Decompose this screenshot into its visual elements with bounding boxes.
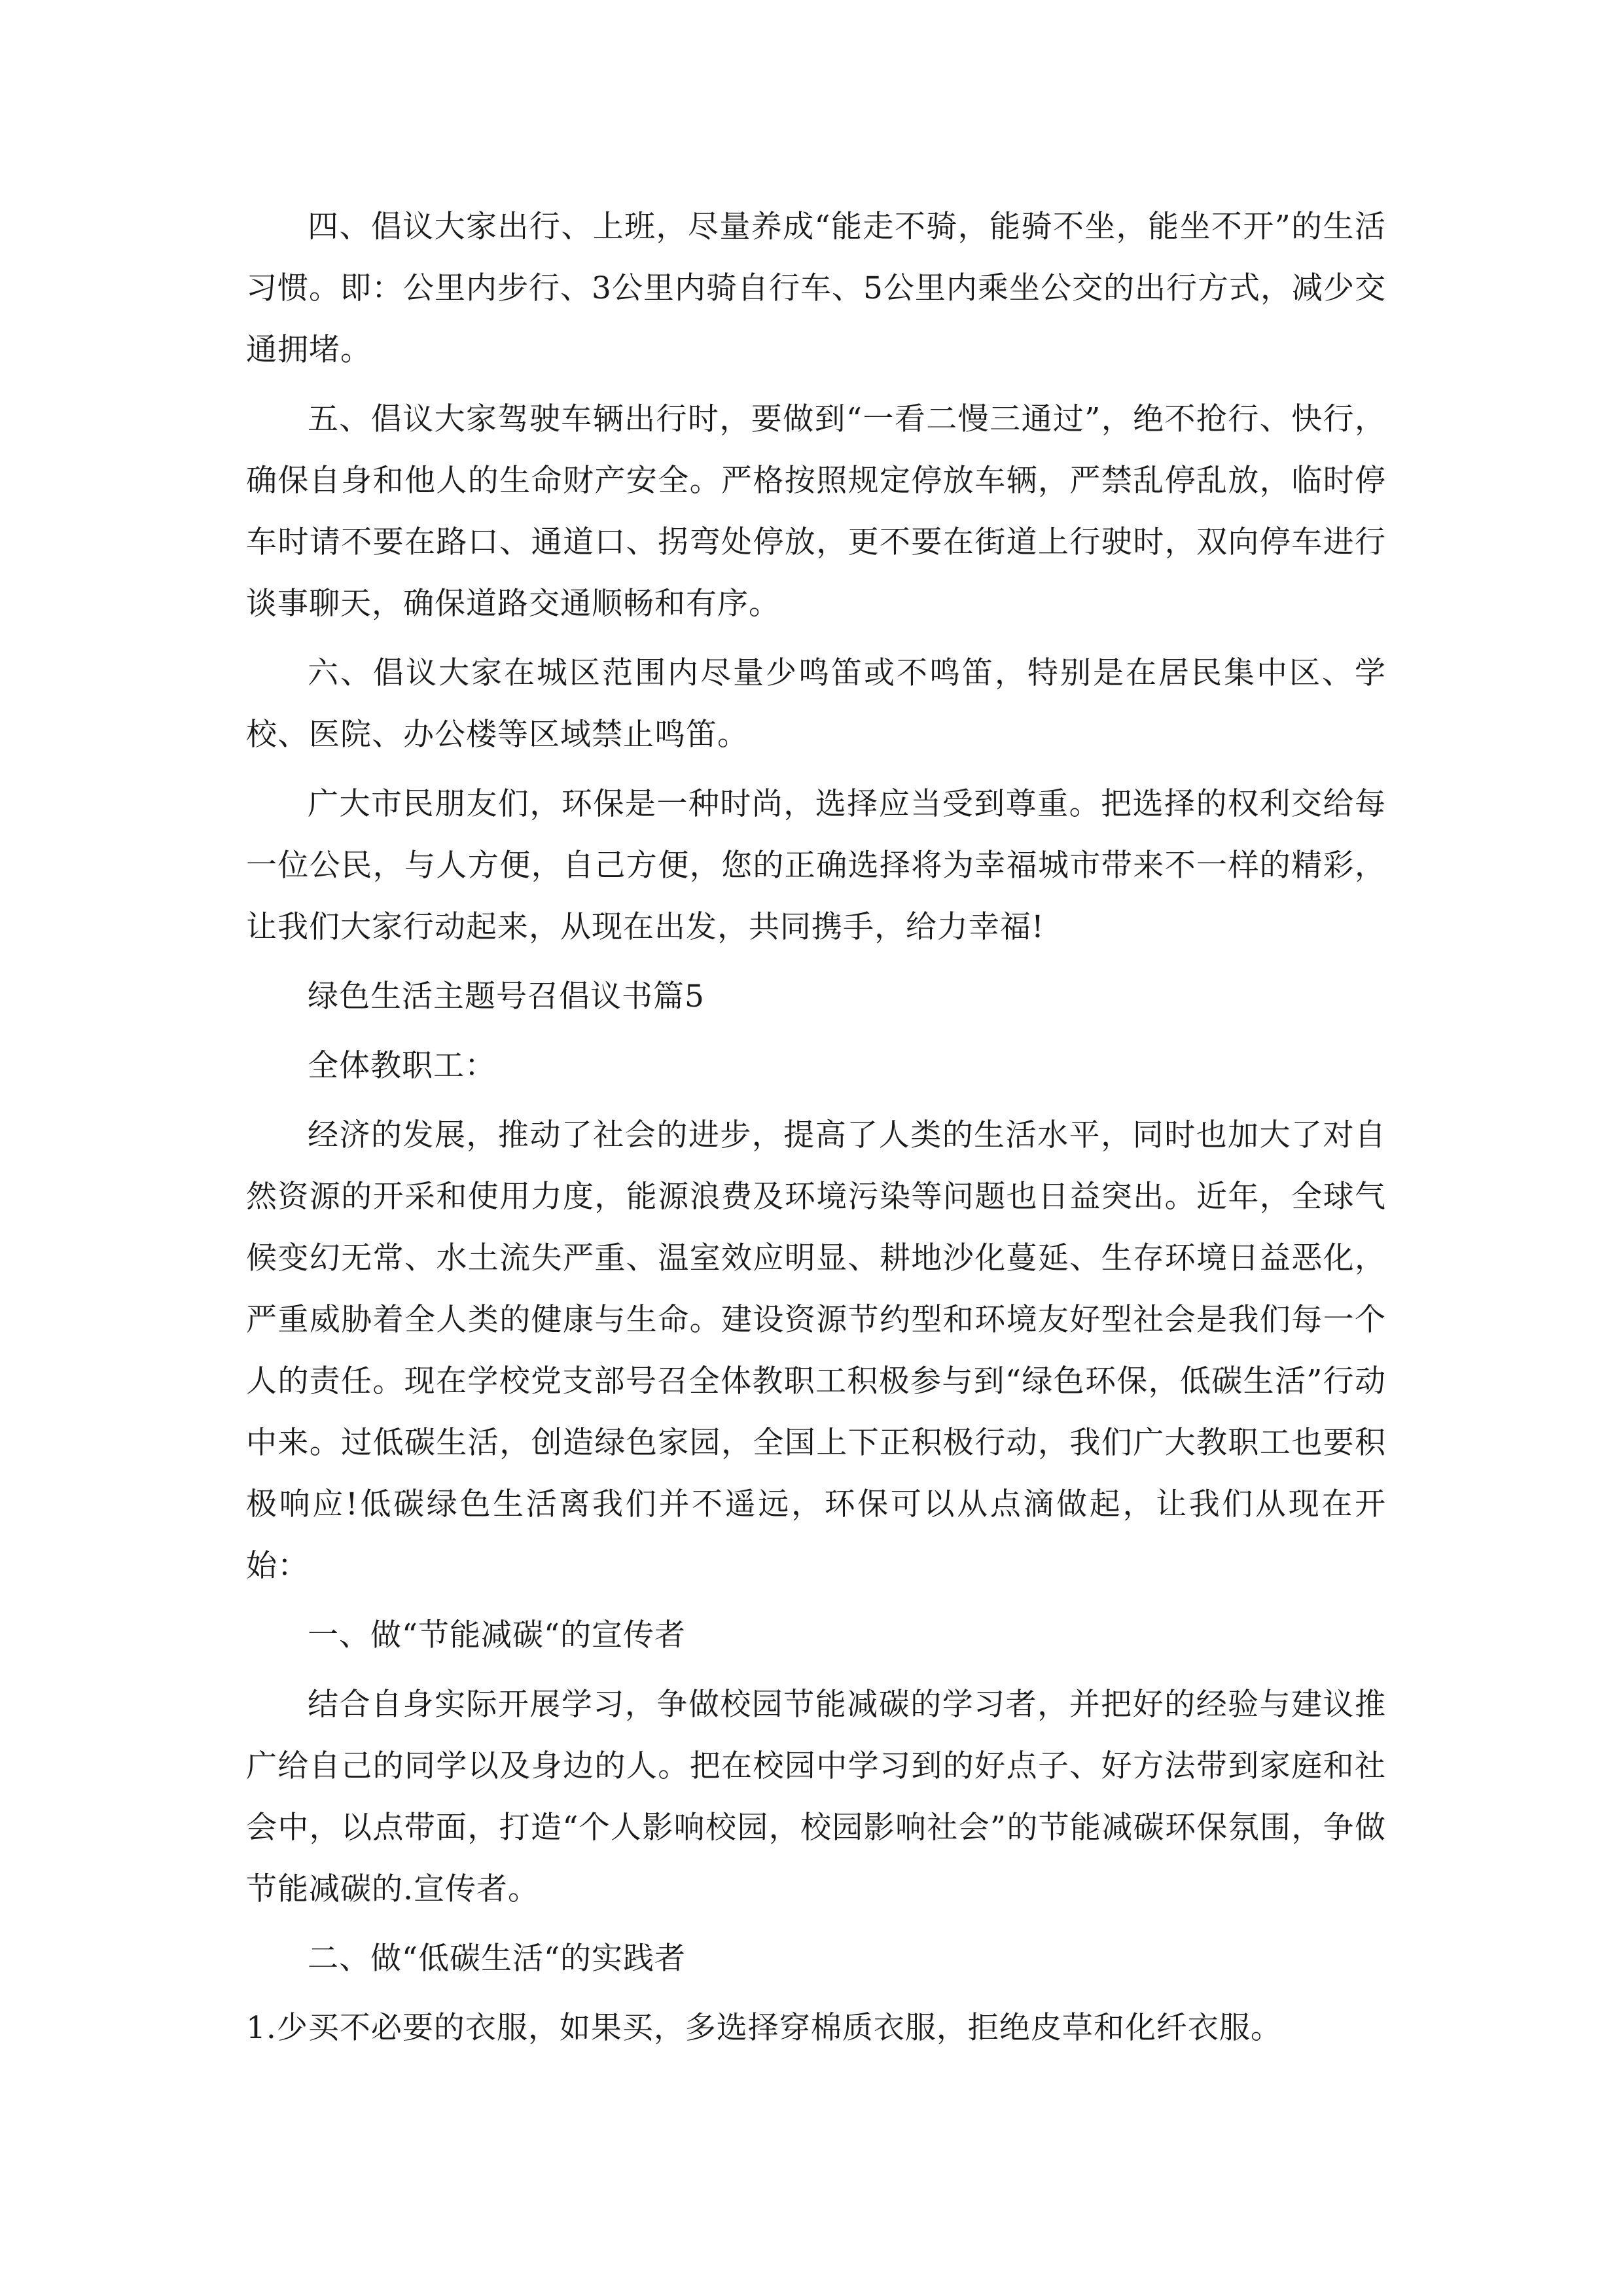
salutation: 全体教职工： xyxy=(308,1048,496,1084)
section-title: 绿色生活主题号召倡议书篇5 xyxy=(308,978,705,1014)
subheading-one: 一、做“节能减碳“的宣传者 xyxy=(308,1617,687,1653)
document-body xyxy=(246,196,1386,2059)
paragraph-intro: 经济的发展，推动了社会的进步，提高了人类的生活水平，同时也加大了对自然资源的开采和使用力度，能源浪费及环境污染等问题也日益突出。近年，全球气候变幻无常、水土流失严重、温室效应明显、耕地沙化蔓延、生存环境日益恶化，严重威胁着全人类的健康与生命。建设资源节约型和环境友好型社会是我们每一个人的责任。现在学校党支部号召全体教职工积极参与到“绿色环保，低碳生活”行动中来。过低碳生活，创造绿色家园，全国上下正积极行动，我们广大教职工也要积极响应!低碳绿色生活离我们并不遥远，环保可以从点滴做起，让我们从现在开始： xyxy=(246,1117,1386,1584)
paragraph-six: 六、倡议大家在城区范围内尽量少鸣笛或不鸣笛，特别是在居民集中区、学校、医院、办公楼等区域禁止鸣笛。 xyxy=(246,655,1386,753)
subheading-two: 二、做“低碳生活“的实践者 xyxy=(308,1941,687,1977)
list-item-one: 1.少买不必要的衣服，如果买，多选择穿棉质衣服，拒绝皮草和化纤衣服。 xyxy=(246,2010,1282,2046)
paragraph-closing: 广大市民朋友们，环保是一种时尚，选择应当受到尊重。把选择的权利交给每一位公民，与人方便，自己方便，您的正确选择将为幸福城市带来不一样的精彩，让我们大家行动起来，从现在出发，共同携手，给力幸福! xyxy=(246,786,1386,945)
paragraph-four: 四、倡议大家出行、上班，尽量养成“能走不骑，能骑不坐，能坐不开”的生活习惯。即：公里内步行、3公里内骑自行车、5公里内乘坐公交的出行方式，减少交通拥堵。 xyxy=(246,209,1386,368)
paragraph-five: 五、倡议大家驾驶车辆出行时，要做到“一看二慢三通过”，绝不抢行、快行，确保自身和他人的生命财产安全。严格按照规定停放车辆，严禁乱停乱放，临时停车时请不要在路口、通道口、拐弯处停放，更不要在街道上行驶时，双向停车进行谈事聊天，确保道路交通顺畅和有序。 xyxy=(246,401,1386,622)
paragraph-promoter: 结合自身实际开展学习，争做校园节能减碳的学习者，并把好的经验与建议推广给自己的同学以及身边的人。把在校园中学习到的好点子、好方法带到家庭和社会中，以点带面，打造“个人影响校园，校园影响社会”的节能减碳环保氛围，争做节能减碳的.宣传者。 xyxy=(246,1687,1386,1907)
